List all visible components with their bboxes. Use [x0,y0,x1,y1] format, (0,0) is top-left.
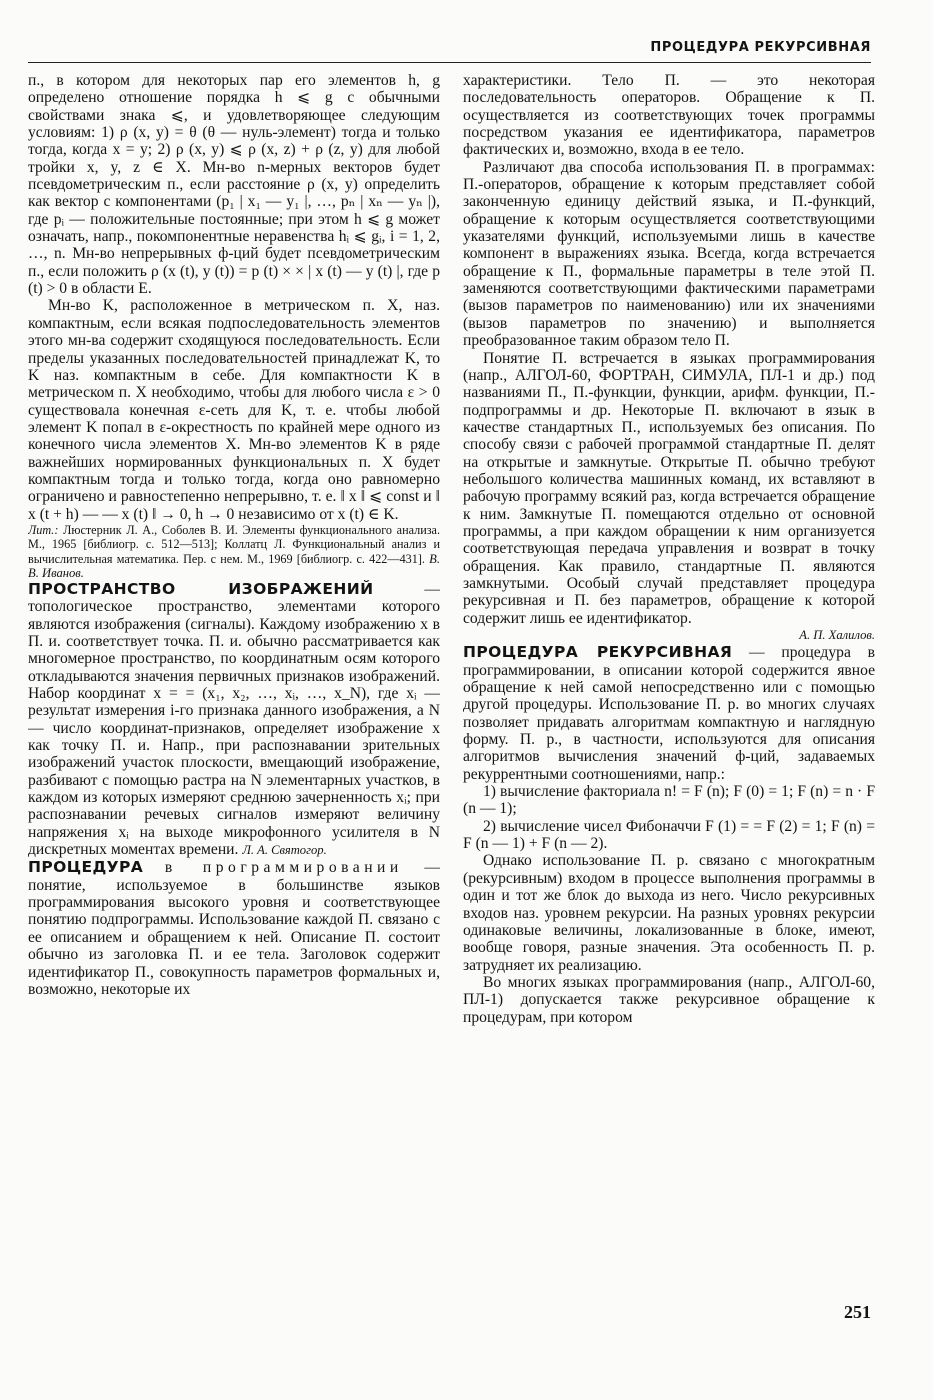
header-rule [28,62,871,63]
literature-text: Люстерник Л. А., Соболев В. И. Элементы функционального анализа. М., 1965 [библиогр. с. 512—513]; Коллатц Л. Функциональный анализ и вычислительная математика. Пер. с нем. М., 1969 [библиогр. с. 422—431]. [28,522,440,566]
paragraph-languages-recursive: Во многих языках программирования (напр., АЛГОЛ-60, ПЛ-1) допускается также рекурсивное обращение к процедурам, при котором [463,973,875,1026]
entry-recursive-procedure [463,644,875,783]
entry-title-procedure: ПРОЦЕДУРА [28,858,144,877]
entry-procedure [28,859,440,998]
entry-title-image-space: ПРОСТРАНСТВО ИЗОБРАЖЕНИЙ [28,579,374,598]
paragraph-usage-ways: Различают два способа использования П. в программах: П.-операторов, обращение к которым представляет собой законченную единицу действий языка, и П.-функций, обращение к которым осуществляется соответствующими указателями функций, используемыми лишь в качестве компонент в выражениях языка. Всегда, когда встречается обращение к П., формальные параметры в теле этой П. заменяются соответствующими фактическими параметрами (вызов параметров по наименованию) или их значениями (вызов параметров по значению) и выполняется преобразованное таким образом тело П. [463,158,875,350]
entry-title-recursive: ПРОЦЕДУРА РЕКУРСИВНАЯ [463,643,733,662]
paragraph-pseudometric: п., в котором для некоторых пар его элементов h, g определено отношение порядка h ⩽ g с обычными свойствами знака ⩽, и удовлетворяющее следующим условиям: 1) ρ (x, y) = θ (θ — нуль-элемент) тогда и только тогда, когда x = y; 2) ρ (x, y) ⩽ ρ (x, z) + ρ (z, y) для любой тройки x, y, z ∈ X. Мн-во n-мерных векторов будет псевдометрическим п., если расстояние ρ (x, y) определить как вектор с компонентами (p₁ | x₁ — y₁ |, …, pₙ | xₙ — yₙ |), где pᵢ — положительные постоянные; при этом h ⩽ g может означать, напр., покомпонентные неравенства hᵢ ⩽ gᵢ, i = 1, 2, …, n. Мн-во непрерывных ф-ций будет псевдометрическим п., если положить ρ (x (t), y (t)) = p (t) × × | x (t) — y (t) |, где p (t) > 0 в области E. [28,72,440,298]
literature-author: В. В. Иванов. [28,551,440,581]
running-title: ПРОЦЕДУРА РЕКУРСИВНАЯ [650,40,871,55]
paragraph-languages-author: А. П. Халилов. [799,628,875,642]
entry-spaced-procedure: в программировании [164,859,403,877]
entry-text-procedure: — понятие, используемое в большинстве языков программирования высокого уровня и соответствующее понятию подпрограммы. Использование каждой П. связано с ее описанием и обращением к ней. Описание П. состоит обычно из заголовка П. и ее тела. Заголовок содержит идентификатор П., совокупность параметров формальных и, возможно, некоторые их [28,859,440,998]
paragraph-languages-text: Понятие П. встречается в языках программирования (напр., АЛГОЛ-60, ФОРТРАН, СИМУЛА, ПЛ-1 и др.) под названиями П., П.-функции, функции, арифм. функции, П.-подпрограммы и др. Некоторые П. включают в язык в качестве стандартных П., используемых без описания. По способу связи с рабочей программой стандартные П. делят на открытые и замкнутые. Открытые П. обычно требуют небольшого количества машинных команд, их вставляют в рабочую программу всякий раз, когда встречается обращение к ним. Замкнутые П. помещаются отдельно от основной программы, а при каждом обращении к ним организуется соответствующая передача управления и возврат в точку обращения. Как правило, стандартные П. являются замкнутыми. Особый случай представляет процедура рекурсивная и П. без параметров, обращение к которой содержит лишь ее идентификатор. [463,349,875,627]
paragraph-compact: Мн-во K, расположенное в метрическом п. X, наз. компактным, если всякая подпоследовательность элементов этого мн-ва содержит сходящуюся последовательность. Если пределы указанных последовательностей принадлежат K, то K наз. компактным в себе. Для компактности K в метрическом п. X необходимо, чтобы для любого числа ε > 0 существовала конечная ε-сеть для K, т. е. чтобы любой элемент K попал в ε-окрестность по крайней мере одного из конечного числа элементов X. Мн-во элементов K в ряде важнейших нормированных функциональных п. X будет компактным тогда и только тогда, когда оно равномерно ограничено и равностепенно непрерывно, т. е. ‖ x ‖ ⩽ const и ‖ x (t + h) — — x (t) ‖ → 0, h → 0 независимо от x (t) ∈ K. [28,297,440,523]
entry-text-image-space: — топологическое пространство, элементами которого являются изображения (сигналы). Каждому изображению x в П. и. соответствует точка. П. и. обычно рассматривается как многомерное пространство, по координатным осям которого откладываются значения первичных признаков изображений. Набор координат x = = (x₁, x₂, …, xᵢ, …, x_N), где xᵢ — результат измерения i-го признака данного изображения, а N — число координат-признаков, определяет изображение x как точку П. и. Напр., при распознавании зрительных изображений участок плоскости, вмещающий изображение, разбивают с помощью растра на N элементарных участков, в каждом из которых измеряют среднюю зачерненность xᵢ; при распознавании речевых сигналов измеряют величину напряжения xᵢ на выходе микрофонного усилителя в N дискретных моментах времени. [28,580,440,859]
paragraph-characteristics: характеристики. Тело П. — это некоторая последовательность операторов. Обращение к П. осуществляется из соответствующих точек программы посредством указания ее идентификатора, параметров фактических и, возможно, входа в ее тело. [463,72,875,159]
example-fibonacci: 2) вычисление чисел Фибоначчи F (1) = = F (2) = 1; F (n) = F (n — 1) + F (n — 2). [463,817,875,853]
right-column [463,72,875,1308]
page-header [0,0,933,60]
paragraph-recursion-level: Однако использование П. р. связано с многократным (рекурсивным) входом в процессе выполнения программы в один и тот же блок до выхода из него. Число рекурсивных входов наз. уровнем рекурсии. На разных уровнях рекурсии одинаковые величины, локализованные в блоке, имеют, вообще говоря, разные значения. Эта особенность П. р. затрудняет их реализацию. [463,852,875,974]
left-column [28,72,440,1308]
entry-author-image-space: Л. А. Святогор. [242,843,327,858]
entry-image-space [28,581,440,860]
paragraph-languages [463,350,875,645]
literature-reference [28,523,440,581]
literature-label: Лит.: [28,522,59,537]
page-number: 251 [844,1302,871,1322]
entry-text-recursive: — процедура в программировании, в описании которой содержится явное обращение к ней самой непосредственно или с помощью другой процедуры. Использование П. р. во многих случаях позволяет придавать алгоритмам компактную и наглядную форму. П. р., в частности, используются для описания алгоритмов вычисления значений ф-ций, задаваемых рекуррентными соотношениями, напр.: [463,644,875,783]
example-factorial: 1) вычисление факториала n! = F (n); F (0) = 1; F (n) = n · F (n — 1); [463,783,875,818]
